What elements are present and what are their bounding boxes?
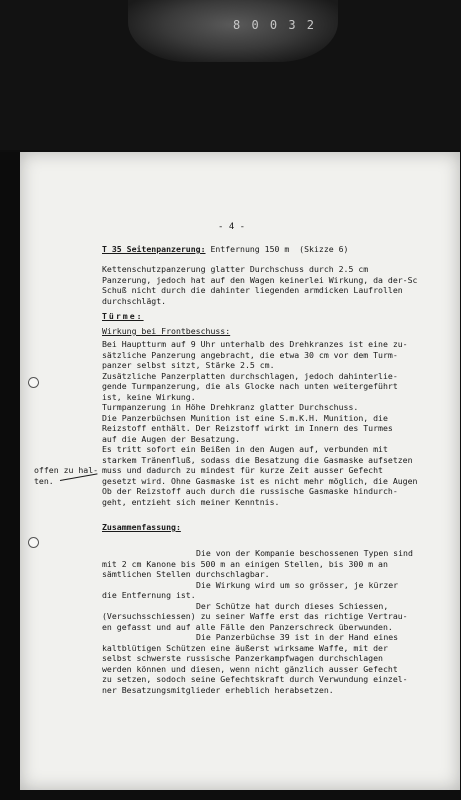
section2-line-2: sätzliche Panzerung angebracht, die etwa 30 cm vor dem Turm-	[102, 349, 398, 360]
section2-line-16: geht, entzieht sich meiner Kenntnis.	[102, 496, 280, 507]
section1-heading: T 35 Seitenpanzerung:	[102, 244, 206, 254]
section2-line-8: Die Panzerbüchsen Munition ist eine S.m.K.H. Munition, die	[102, 412, 388, 423]
summary-line-1: Die von der Kompanie beschossenen Typen sind	[196, 548, 413, 558]
section1-line-1: Kettenschutzpanzerung glatter Durchschuss durch 2.5 cm	[102, 264, 369, 274]
summary-line-11: selbst schwerste russische Panzerkampfwagen durchschlagen	[102, 653, 383, 663]
scan-left-edge	[0, 152, 20, 800]
section2-heading: Türme:	[102, 311, 144, 321]
summary-line-13: zu setzen, sodoch seine Gefechtskraft durch Verwundung einzel-	[102, 674, 408, 684]
page-number: - 4 -	[218, 222, 246, 232]
section2-line-1: Bei Hauptturm auf 9 Uhr unterhalb des Drehkranzes ist eine zu-	[102, 339, 408, 349]
section1-line-3: Schuß nicht durch die dahinter liegenden armdicken Laufrollen	[102, 285, 403, 295]
film-holder-label: 8 0 0 3 2	[233, 18, 317, 32]
section2-line-13: muss und dadurch zu mindest für kurze Zeit ausser Gefecht	[102, 465, 383, 475]
punch-hole-top	[28, 377, 39, 388]
summary-heading: Zusammenfassung:	[102, 522, 181, 532]
summary-line-6: Der Schütze hat durch dieses Schiessen,	[196, 600, 389, 611]
summary-line-2: mit 2 cm Kanone bis 500 m an einigen Stellen, bis 300 m an	[102, 558, 388, 569]
section1-line-2: Panzerung, jedoch hat auf den Wagen keinerlei Wirkung, da der-Sc	[102, 274, 418, 285]
section2-line-10: auf die Augen der Besatzung.	[102, 433, 241, 444]
section2-line-12: starkem Tränenfluß, sodass die Besatzung die Gasmaske aufsetzen	[102, 454, 413, 465]
section1-heading-line	[102, 244, 348, 255]
margin-note-line-1: offen zu hal-	[34, 465, 99, 475]
document-page	[20, 152, 460, 790]
section2-line-15: Ob der Reizstoff auch durch die russische Gasmaske hindurch-	[102, 486, 398, 496]
section2-line-7: Turmpanzerung in Höhe Drehkranz glatter Durchschuss.	[102, 402, 359, 412]
section2-line-5: gende Turmpanzerung, die als Glocke nach unten weitergeführt	[102, 381, 398, 391]
section2-line-6: ist, keine Wirkung.	[102, 391, 196, 402]
margin-note-line-2: ten.	[34, 475, 54, 486]
summary-line-7: (Versuchsschiessen) zu seiner Waffe erst das richtige Vertrau-	[102, 611, 408, 621]
section1-line-4: durchschlägt.	[102, 295, 167, 306]
summary-line-9: Die Panzerbüchse 39 ist in der Hand eines	[196, 632, 399, 642]
section2-line-9: Reizstoff enthält. Der Reizstoff wirkt im Innern des Turmes	[102, 423, 393, 433]
section2-line-4: Zusätzliche Panzerplatten durchschlagen, jedoch dahinterlie-	[102, 370, 398, 381]
section1-heading-rest: Entfernung 150 m (Skizze 6)	[205, 244, 349, 254]
summary-line-8: en gefasst und auf alle Fälle den Panzerschreck überwunden.	[102, 621, 393, 632]
summary-line-3: sämtlichen Stellen durchschlagbar.	[102, 569, 270, 579]
punch-hole-bottom	[28, 537, 39, 548]
summary-line-4: Die Wirkung wird um so grösser, je kürzer	[196, 579, 399, 590]
section2-line-3: panzer selbst sitzt, Stärke 2.5 cm.	[102, 360, 275, 370]
section2-subheading: Wirkung bei Frontbeschuss:	[102, 326, 231, 336]
section2-line-11: Es tritt sofort ein Beißen in den Augen auf, verbunden mit	[102, 444, 388, 454]
section2-line-14: gesetzt wird. Ohne Gasmaske ist es nicht mehr möglich, die Augen	[102, 475, 418, 486]
summary-line-12: werden können und diesen, wenn nicht gänzlich ausser Gefecht	[102, 663, 398, 674]
summary-line-5: die Entfernung ist.	[102, 590, 196, 600]
summary-line-10: kaltblütigen Schützen eine äußerst wirksame Waffe, mit der	[102, 642, 388, 653]
summary-line-14: ner Besatzungsmitglieder erheblich herabsetzen.	[102, 684, 334, 695]
